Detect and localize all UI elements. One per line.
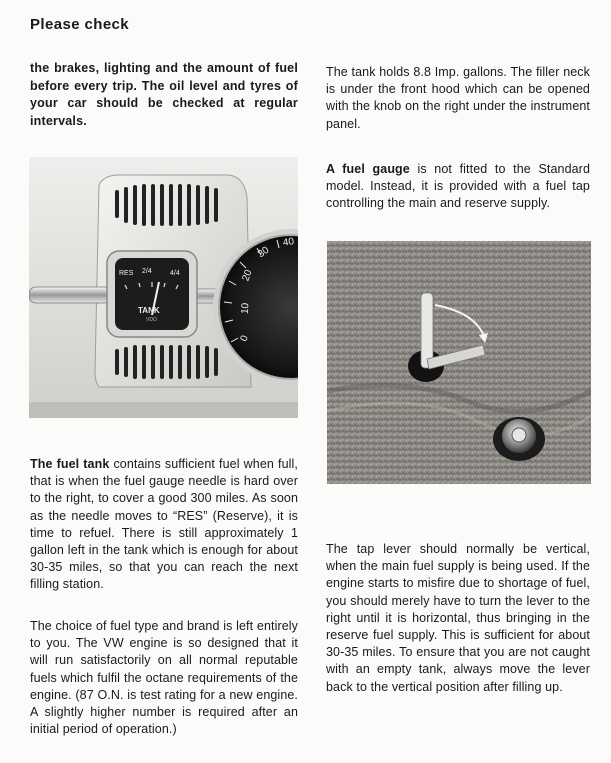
- page-heading: Please check: [30, 16, 130, 33]
- speedo-tick-30: 30: [255, 244, 272, 261]
- tap-lever-paragraph: The tap lever should normally be vertical, when the main fuel supply is being used. If the engine starts to misfire due to shortage of fuel, you should merely have to turn the lever to the right until it is horizontal, thus bringing in the reserve fuel supply. This is sufficient for about 30-35 miles. To ensure that you are not caught with an empty tank, always move the lever back to the vertical position after filling up.: [326, 542, 590, 694]
- fuel-gauge-paragraph: [326, 161, 590, 213]
- dashboard-illustration: [29, 157, 298, 418]
- fuel-tank-paragraph: [30, 456, 298, 594]
- gauge-res-label: RES: [119, 270, 134, 277]
- tank-capacity-paragraph: The tank holds 8.8 Imp. gallons. The filler neck is under the front hood which can be opened with the knob on the right under the instrument panel.: [326, 65, 590, 131]
- fuel-tap-illustration: [327, 241, 591, 484]
- gauge-half-label: 2/4: [142, 268, 152, 275]
- speedo-tick-10: 10: [239, 302, 252, 315]
- fuel-choice-paragraph: The choice of fuel type and brand is left entirely to you. The VW engine is so designed that it will run satisfactorily on all normal reputable fuels which fulfil the octane requirements of the engine. (87 O.N. is test rating for a new engine. A slightly higher number is required after an initial period of operation.): [30, 619, 298, 737]
- speedo-tick-0: 0: [238, 334, 251, 343]
- fuel-tank-lead: The fuel tank: [30, 457, 110, 471]
- intro-paragraph: the brakes, lighting and the amount of fuel before every trip. The oil level and tyres of your car should be checked at regular intervals.: [30, 61, 298, 128]
- fuel-tap-photo: [327, 241, 591, 484]
- fuel-tank-text: contains sufficient fuel when full, that is when the fuel gauge needle is hard over to the right, to cover a good 300 miles. As soon as the needle moves to “RES” (Reserve), it is time to refuel. There is still approximately 1 gallon left in the tank which is enough for about 30-35 miles, so that you can reach the next filling station.: [30, 457, 298, 592]
- gauge-tank-label: TANK: [138, 306, 160, 315]
- dashboard-photo: [29, 157, 298, 418]
- fuel-gauge-text: is not fitted to the Standard model. Instead, it is provided with a fuel tap controlling the main and reserve supply.: [326, 162, 590, 211]
- speedo-tick-40: 40: [282, 236, 295, 249]
- gauge-full-label: 4/4: [170, 270, 180, 277]
- gauge-maker-label: VDO: [146, 317, 157, 323]
- fuel-gauge-lead: A fuel gauge: [326, 162, 410, 176]
- speedo-tick-20: 20: [240, 268, 255, 283]
